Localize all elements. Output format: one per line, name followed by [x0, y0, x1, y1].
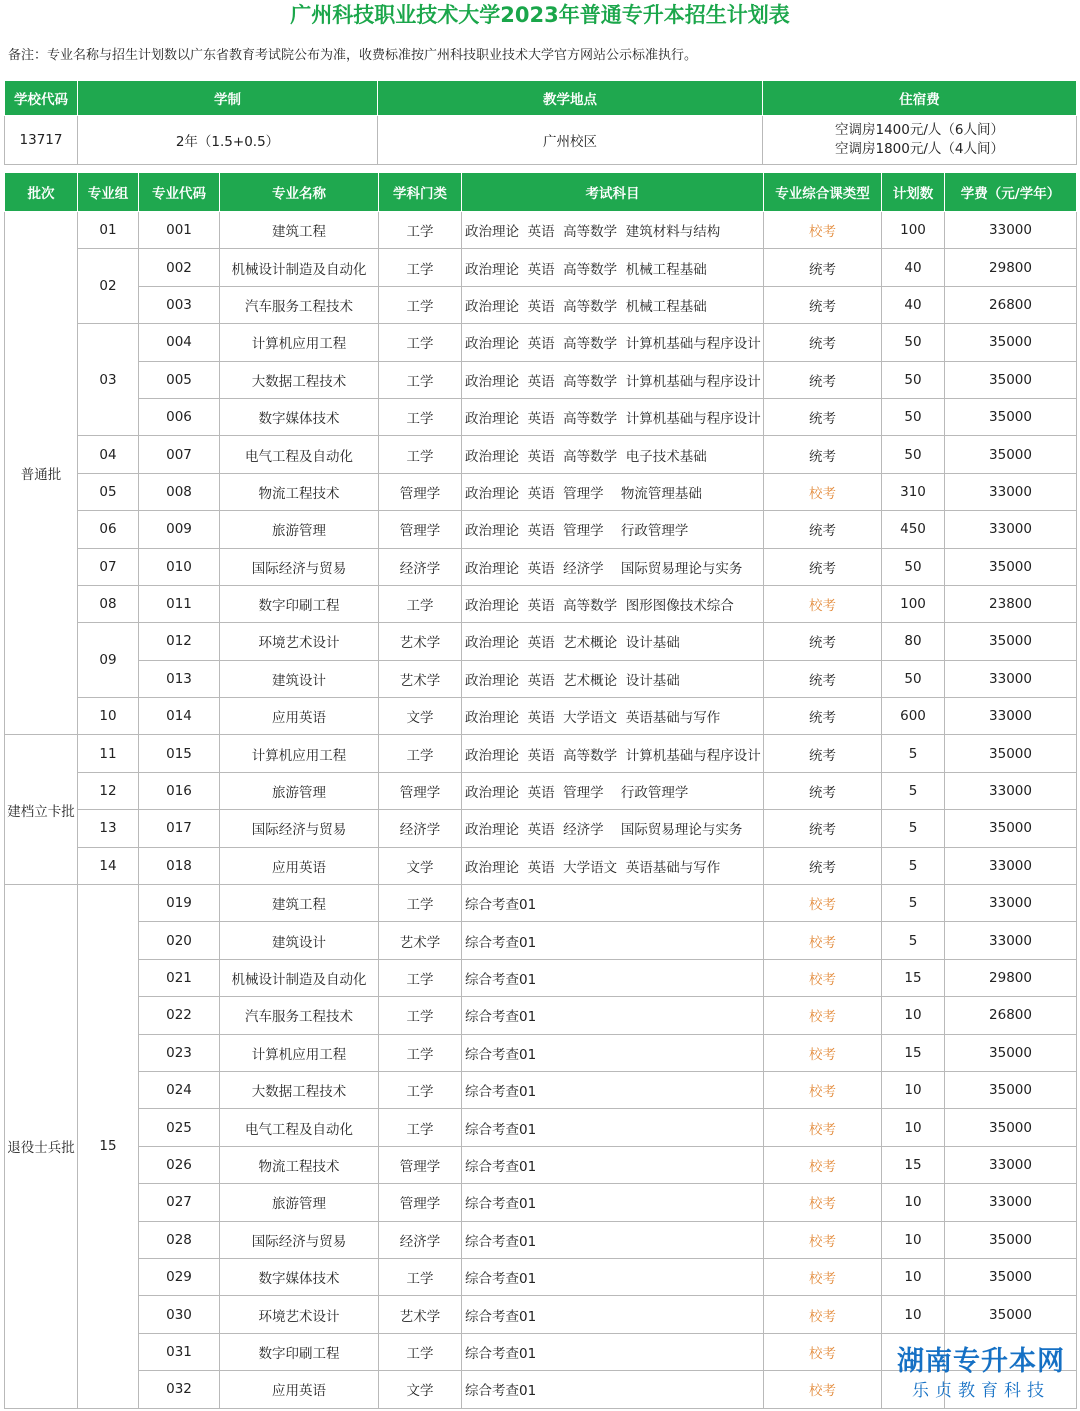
exam-type-cell: 统考 — [764, 361, 882, 398]
category-cell: 工学 — [379, 249, 462, 286]
category-cell: 艺术学 — [379, 623, 462, 660]
major-name-cell: 国际经济与贸易 — [220, 810, 379, 847]
category-cell: 工学 — [379, 436, 462, 473]
code-cell: 015 — [139, 735, 220, 772]
info-header-accommodation: 住宿费 — [763, 81, 1077, 116]
exam-type-cell: 校考 — [764, 885, 882, 922]
exam-type-cell: 统考 — [764, 735, 882, 772]
subjects-cell: 综合考查01 — [462, 1258, 764, 1295]
tuition-cell: 33000 — [945, 660, 1077, 697]
tuition-cell: 33000 — [945, 698, 1077, 735]
major-name-cell: 旅游管理 — [220, 1184, 379, 1221]
duration: 2年（1.5+0.5） — [78, 116, 378, 165]
major-name-cell: 旅游管理 — [220, 772, 379, 809]
exam-type-cell: 校考 — [764, 1221, 882, 1258]
subjects-cell: 政治理论 英语 管理学 行政管理学 — [462, 511, 764, 548]
batch-cell: 退役士兵批 — [5, 885, 78, 1408]
category-cell: 经济学 — [379, 810, 462, 847]
tuition-cell: 35000 — [945, 1258, 1077, 1295]
watermark-title: 湖南专升本网 — [897, 1346, 1065, 1377]
tuition-cell: 33000 — [945, 922, 1077, 959]
exam-type-cell: 统考 — [764, 847, 882, 884]
major-name-cell: 环境艺术设计 — [220, 623, 379, 660]
exam-type-cell: 统考 — [764, 249, 882, 286]
exam-type-cell: 校考 — [764, 1371, 882, 1408]
exam-type-cell: 校考 — [764, 959, 882, 996]
tuition-cell: 35000 — [945, 1034, 1077, 1071]
exam-type-cell: 校考 — [764, 1296, 882, 1333]
subjects-cell: 综合考查01 — [462, 1184, 764, 1221]
tuition-cell: 26800 — [945, 286, 1077, 323]
subjects-cell: 政治理论 英语 经济学 国际贸易理论与实务 — [462, 548, 764, 585]
code-cell: 006 — [139, 398, 220, 435]
major-name-cell: 建筑工程 — [220, 885, 379, 922]
major-name-cell: 应用英语 — [220, 698, 379, 735]
code-cell: 024 — [139, 1071, 220, 1108]
code-cell: 021 — [139, 959, 220, 996]
group-cell: 04 — [78, 436, 139, 473]
quota-cell: 50 — [882, 436, 945, 473]
tuition-cell: 23800 — [945, 585, 1077, 622]
code-cell: 007 — [139, 436, 220, 473]
category-cell: 工学 — [379, 324, 462, 361]
major-name-cell: 物流工程技术 — [220, 473, 379, 510]
tuition-cell: 26800 — [945, 997, 1077, 1034]
tuition-cell: 33000 — [945, 1146, 1077, 1183]
category-cell: 文学 — [379, 1371, 462, 1408]
tuition-cell: 33000 — [945, 511, 1077, 548]
quota-cell: 50 — [882, 324, 945, 361]
code-cell: 003 — [139, 286, 220, 323]
table-row — [5, 585, 1077, 622]
batch-cell: 建档立卡批 — [5, 735, 78, 885]
remark-note: 备注：专业名称与招生计划数以广东省教育考试院公布为准，收费标准按广州科技职业技术大学官方网站公示标准执行。 — [8, 48, 698, 63]
major-name-cell: 国际经济与贸易 — [220, 1221, 379, 1258]
major-name-cell: 应用英语 — [220, 847, 379, 884]
subjects-cell: 政治理论 英语 高等数学 图形图像技术综合 — [462, 585, 764, 622]
school-info-table — [4, 80, 1077, 165]
table-row — [5, 286, 1077, 323]
tuition-cell: 35000 — [945, 436, 1077, 473]
code-cell: 009 — [139, 511, 220, 548]
category-cell: 艺术学 — [379, 660, 462, 697]
tuition-cell: 33000 — [945, 473, 1077, 510]
code-cell: 014 — [139, 698, 220, 735]
major-name-cell: 数字媒体技术 — [220, 1258, 379, 1295]
major-name-cell: 计算机应用工程 — [220, 735, 379, 772]
category-cell: 工学 — [379, 1258, 462, 1295]
subjects-cell: 政治理论 英语 高等数学 机械工程基础 — [462, 249, 764, 286]
subjects-cell: 政治理论 英语 高等数学 计算机基础与程序设计 — [462, 361, 764, 398]
category-cell: 工学 — [379, 286, 462, 323]
code-cell: 027 — [139, 1184, 220, 1221]
table-row — [5, 1296, 1077, 1333]
exam-type-cell: 校考 — [764, 1184, 882, 1221]
code-cell: 011 — [139, 585, 220, 622]
quota-cell: 5 — [882, 847, 945, 884]
tuition-cell: 35000 — [945, 623, 1077, 660]
table-row — [5, 660, 1077, 697]
table-row — [5, 1034, 1077, 1071]
subjects-cell: 综合考查01 — [462, 1296, 764, 1333]
subjects-cell: 综合考查01 — [462, 959, 764, 996]
exam-type-cell: 校考 — [764, 585, 882, 622]
table-row — [5, 810, 1077, 847]
exam-type-cell: 校考 — [764, 212, 882, 249]
table-row — [5, 698, 1077, 735]
category-cell: 文学 — [379, 847, 462, 884]
category-cell: 经济学 — [379, 548, 462, 585]
table-row — [5, 436, 1077, 473]
table-row — [5, 324, 1077, 361]
code-cell: 008 — [139, 473, 220, 510]
info-header-location: 教学地点 — [378, 81, 763, 116]
table-row — [5, 511, 1077, 548]
exam-type-cell: 统考 — [764, 810, 882, 847]
table-row — [5, 623, 1077, 660]
major-name-cell: 机械设计制造及自动化 — [220, 249, 379, 286]
code-cell: 004 — [139, 324, 220, 361]
tuition-cell: 33000 — [945, 212, 1077, 249]
code-cell: 023 — [139, 1034, 220, 1071]
subjects-cell: 政治理论 英语 管理学 行政管理学 — [462, 772, 764, 809]
subjects-cell: 政治理论 英语 高等数学 电子技术基础 — [462, 436, 764, 473]
major-name-cell: 环境艺术设计 — [220, 1296, 379, 1333]
code-cell: 013 — [139, 660, 220, 697]
table-row — [5, 548, 1077, 585]
tuition-cell: 33000 — [945, 772, 1077, 809]
plan-header-subjects: 考试科目 — [462, 173, 764, 212]
group-cell: 02 — [78, 249, 139, 324]
table-row — [5, 847, 1077, 884]
quota-cell: 15 — [882, 1146, 945, 1183]
category-cell: 工学 — [379, 1109, 462, 1146]
plan-header-batch: 批次 — [5, 173, 78, 212]
subjects-cell: 政治理论 英语 艺术概论 设计基础 — [462, 623, 764, 660]
exam-type-cell: 统考 — [764, 623, 882, 660]
major-name-cell: 机械设计制造及自动化 — [220, 959, 379, 996]
category-cell: 管理学 — [379, 1146, 462, 1183]
group-cell: 03 — [78, 324, 139, 436]
major-name-cell: 汽车服务工程技术 — [220, 286, 379, 323]
exam-type-cell: 统考 — [764, 436, 882, 473]
quota-cell: 10 — [882, 1221, 945, 1258]
major-name-cell: 大数据工程技术 — [220, 1071, 379, 1108]
tuition-cell: 35000 — [945, 735, 1077, 772]
subjects-cell: 政治理论 英语 大学语文 英语基础与写作 — [462, 847, 764, 884]
code-cell: 028 — [139, 1221, 220, 1258]
exam-type-cell: 统考 — [764, 398, 882, 435]
major-name-cell: 计算机应用工程 — [220, 1034, 379, 1071]
category-cell: 工学 — [379, 1034, 462, 1071]
subjects-cell: 综合考查01 — [462, 1371, 764, 1408]
major-name-cell: 建筑工程 — [220, 212, 379, 249]
major-name-cell: 建筑设计 — [220, 660, 379, 697]
watermark-subtitle: 乐贞教育科技 — [912, 1381, 1050, 1401]
accommodation-line: 空调房1800元/人（4人间） — [835, 141, 1004, 157]
plan-header-code: 专业代码 — [139, 173, 220, 212]
accommodation-fee — [763, 116, 1077, 165]
tuition-cell: 35000 — [945, 398, 1077, 435]
major-name-cell: 数字印刷工程 — [220, 585, 379, 622]
category-cell: 工学 — [379, 735, 462, 772]
category-cell: 工学 — [379, 885, 462, 922]
major-name-cell: 数字印刷工程 — [220, 1333, 379, 1370]
tuition-cell: 35000 — [945, 1109, 1077, 1146]
table-row — [5, 398, 1077, 435]
code-cell: 002 — [139, 249, 220, 286]
group-cell: 07 — [78, 548, 139, 585]
tuition-cell: 35000 — [945, 548, 1077, 585]
tuition-cell: 33000 — [945, 1184, 1077, 1221]
category-cell: 工学 — [379, 997, 462, 1034]
exam-type-cell: 校考 — [764, 1109, 882, 1146]
quota-cell: 15 — [882, 959, 945, 996]
category-cell: 工学 — [379, 212, 462, 249]
table-row — [5, 249, 1077, 286]
code-cell: 012 — [139, 623, 220, 660]
plan-header-quota: 计划数 — [882, 173, 945, 212]
plan-header-tuition: 学费（元/学年） — [945, 173, 1077, 212]
tuition-cell: 35000 — [945, 361, 1077, 398]
major-name-cell: 国际经济与贸易 — [220, 548, 379, 585]
table-row — [5, 1221, 1077, 1258]
subjects-cell: 政治理论 英语 高等数学 计算机基础与程序设计 — [462, 398, 764, 435]
group-cell: 08 — [78, 585, 139, 622]
tuition-cell: 29800 — [945, 249, 1077, 286]
group-cell: 15 — [78, 885, 139, 1408]
table-row — [5, 735, 1077, 772]
category-cell: 艺术学 — [379, 1296, 462, 1333]
subjects-cell: 政治理论 英语 高等数学 机械工程基础 — [462, 286, 764, 323]
code-cell: 010 — [139, 548, 220, 585]
exam-type-cell: 校考 — [764, 922, 882, 959]
category-cell: 工学 — [379, 585, 462, 622]
category-cell: 管理学 — [379, 511, 462, 548]
quota-cell: 50 — [882, 660, 945, 697]
page-title: 广州科技职业技术大学2023年普通专升本招生计划表 — [290, 3, 790, 27]
tuition-cell: 29800 — [945, 959, 1077, 996]
exam-type-cell: 校考 — [764, 997, 882, 1034]
tuition-cell: 33000 — [945, 885, 1077, 922]
table-row — [5, 473, 1077, 510]
accommodation-line: 空调房1400元/人（6人间） — [835, 122, 1004, 138]
quota-cell: 5 — [882, 885, 945, 922]
exam-type-cell: 校考 — [764, 1071, 882, 1108]
group-cell: 05 — [78, 473, 139, 510]
subjects-cell: 政治理论 英语 艺术概论 设计基础 — [462, 660, 764, 697]
category-cell: 文学 — [379, 698, 462, 735]
table-row — [5, 1258, 1077, 1295]
exam-type-cell: 统考 — [764, 511, 882, 548]
table-row — [5, 922, 1077, 959]
exam-type-cell: 校考 — [764, 1146, 882, 1183]
table-row — [5, 1184, 1077, 1221]
tuition-cell: 35000 — [945, 810, 1077, 847]
category-cell: 管理学 — [379, 772, 462, 809]
major-name-cell: 建筑设计 — [220, 922, 379, 959]
info-header-code: 学校代码 — [5, 81, 78, 116]
subjects-cell: 政治理论 英语 大学语文 英语基础与写作 — [462, 698, 764, 735]
quota-cell: 310 — [882, 473, 945, 510]
table-row — [5, 1071, 1077, 1108]
exam-type-cell: 校考 — [764, 1333, 882, 1370]
code-cell: 005 — [139, 361, 220, 398]
subjects-cell: 政治理论 英语 管理学 物流管理基础 — [462, 473, 764, 510]
quota-cell: 5 — [882, 772, 945, 809]
quota-cell: 40 — [882, 249, 945, 286]
quota-cell: 100 — [882, 585, 945, 622]
major-name-cell: 电气工程及自动化 — [220, 1109, 379, 1146]
quota-cell: 5 — [882, 735, 945, 772]
group-cell: 09 — [78, 623, 139, 698]
category-cell: 工学 — [379, 361, 462, 398]
group-cell: 11 — [78, 735, 139, 772]
code-cell: 016 — [139, 772, 220, 809]
quota-cell: 10 — [882, 1296, 945, 1333]
quota-cell: 5 — [882, 810, 945, 847]
code-cell: 022 — [139, 997, 220, 1034]
plan-header-name: 专业名称 — [220, 173, 379, 212]
code-cell: 019 — [139, 885, 220, 922]
quota-cell: 40 — [882, 286, 945, 323]
major-name-cell: 计算机应用工程 — [220, 324, 379, 361]
enrollment-plan-table — [4, 172, 1077, 1409]
subjects-cell: 综合考查01 — [462, 1071, 764, 1108]
exam-type-cell: 统考 — [764, 660, 882, 697]
category-cell: 工学 — [379, 1071, 462, 1108]
code-cell: 029 — [139, 1258, 220, 1295]
exam-type-cell: 校考 — [764, 1034, 882, 1071]
group-cell: 13 — [78, 810, 139, 847]
table-row — [5, 885, 1077, 922]
exam-type-cell: 统考 — [764, 698, 882, 735]
subjects-cell: 综合考查01 — [462, 1146, 764, 1183]
major-name-cell: 大数据工程技术 — [220, 361, 379, 398]
group-cell: 01 — [78, 212, 139, 249]
exam-type-cell: 统考 — [764, 548, 882, 585]
major-name-cell: 物流工程技术 — [220, 1146, 379, 1183]
code-cell: 031 — [139, 1333, 220, 1370]
quota-cell: 15 — [882, 1034, 945, 1071]
subjects-cell: 综合考查01 — [462, 1333, 764, 1370]
quota-cell: 50 — [882, 398, 945, 435]
code-cell: 032 — [139, 1371, 220, 1408]
code-cell: 025 — [139, 1109, 220, 1146]
group-cell: 14 — [78, 847, 139, 884]
tuition-cell: 35000 — [945, 1296, 1077, 1333]
table-row — [5, 212, 1077, 249]
school-code: 13717 — [5, 116, 78, 165]
exam-type-cell: 校考 — [764, 1258, 882, 1295]
subjects-cell: 综合考查01 — [462, 1221, 764, 1258]
major-name-cell: 旅游管理 — [220, 511, 379, 548]
subjects-cell: 政治理论 英语 高等数学 建筑材料与结构 — [462, 212, 764, 249]
category-cell: 工学 — [379, 1333, 462, 1370]
watermark — [886, 1345, 1076, 1407]
quota-cell: 10 — [882, 1184, 945, 1221]
quota-cell: 50 — [882, 361, 945, 398]
category-cell: 工学 — [379, 959, 462, 996]
major-name-cell: 汽车服务工程技术 — [220, 997, 379, 1034]
code-cell: 001 — [139, 212, 220, 249]
major-name-cell: 应用英语 — [220, 1371, 379, 1408]
plan-header-group: 专业组 — [78, 173, 139, 212]
code-cell: 030 — [139, 1296, 220, 1333]
tuition-cell: 35000 — [945, 1071, 1077, 1108]
tuition-cell: 35000 — [945, 1221, 1077, 1258]
group-cell: 10 — [78, 698, 139, 735]
code-cell: 017 — [139, 810, 220, 847]
subjects-cell: 综合考查01 — [462, 1034, 764, 1071]
quota-cell: 10 — [882, 1109, 945, 1146]
exam-type-cell: 统考 — [764, 772, 882, 809]
subjects-cell: 综合考查01 — [462, 885, 764, 922]
table-row — [5, 1109, 1077, 1146]
tuition-cell: 33000 — [945, 847, 1077, 884]
quota-cell: 50 — [882, 548, 945, 585]
major-name-cell: 数字媒体技术 — [220, 398, 379, 435]
quota-cell: 10 — [882, 1071, 945, 1108]
plan-header-row — [5, 173, 1077, 212]
category-cell: 管理学 — [379, 473, 462, 510]
subjects-cell: 综合考查01 — [462, 922, 764, 959]
table-row — [5, 361, 1077, 398]
subjects-cell: 综合考查01 — [462, 1109, 764, 1146]
batch-cell: 普通批 — [5, 212, 78, 735]
teaching-location: 广州校区 — [378, 116, 763, 165]
quota-cell: 100 — [882, 212, 945, 249]
group-cell: 06 — [78, 511, 139, 548]
quota-cell: 5 — [882, 922, 945, 959]
code-cell: 026 — [139, 1146, 220, 1183]
exam-type-cell: 统考 — [764, 324, 882, 361]
subjects-cell: 政治理论 英语 高等数学 计算机基础与程序设计 — [462, 324, 764, 361]
code-cell: 020 — [139, 922, 220, 959]
tuition-cell: 35000 — [945, 324, 1077, 361]
exam-type-cell: 校考 — [764, 473, 882, 510]
category-cell: 工学 — [379, 398, 462, 435]
plan-header-category: 学科门类 — [379, 173, 462, 212]
subjects-cell: 综合考查01 — [462, 997, 764, 1034]
subjects-cell: 政治理论 英语 经济学 国际贸易理论与实务 — [462, 810, 764, 847]
plan-header-exam-type: 专业综合课类型 — [764, 173, 882, 212]
major-name-cell: 电气工程及自动化 — [220, 436, 379, 473]
quota-cell: 10 — [882, 1258, 945, 1295]
group-cell: 12 — [78, 772, 139, 809]
quota-cell: 600 — [882, 698, 945, 735]
category-cell: 艺术学 — [379, 922, 462, 959]
category-cell: 管理学 — [379, 1184, 462, 1221]
quota-cell: 10 — [882, 997, 945, 1034]
category-cell: 经济学 — [379, 1221, 462, 1258]
table-row — [5, 1146, 1077, 1183]
subjects-cell: 政治理论 英语 高等数学 计算机基础与程序设计 — [462, 735, 764, 772]
quota-cell: 80 — [882, 623, 945, 660]
quota-cell: 450 — [882, 511, 945, 548]
table-row — [5, 959, 1077, 996]
table-row — [5, 772, 1077, 809]
info-header-duration: 学制 — [78, 81, 378, 116]
code-cell: 018 — [139, 847, 220, 884]
exam-type-cell: 统考 — [764, 286, 882, 323]
table-row — [5, 997, 1077, 1034]
